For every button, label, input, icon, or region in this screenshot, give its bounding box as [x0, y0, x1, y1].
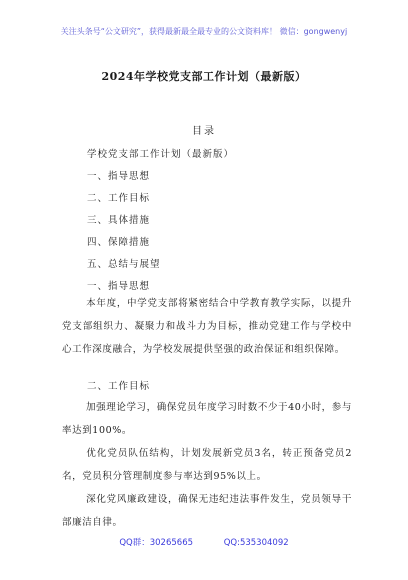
- paragraph: [62, 442, 352, 488]
- section-heading: 二、工作目标: [87, 381, 151, 392]
- paragraph: [62, 396, 352, 442]
- toc-item: 一、指导思想: [87, 171, 151, 182]
- toc-item: 三、具体措施: [87, 215, 151, 226]
- paragraph-text: 本年度，中学党支部将紧密结合中学教育教学实际，以提升党支部组织力、凝聚力和战斗力为目标，推动党建工作与学校中心工作深度融合，为学校发展提供坚强的政治保证和组织保障。: [62, 298, 352, 355]
- toc-heading: 目录: [192, 126, 216, 137]
- document-title: 2024年学校党支部工作计划（最新版）: [101, 70, 307, 83]
- paragraph-text: 加强理论学习，确保党员年度学习时数不少于40小时，参与率达到100%。: [62, 402, 352, 436]
- toc-item: 二、工作目标: [87, 193, 151, 204]
- paragraph-text: 优化党员队伍结构，计划发展新党员3名，转正预备党员2名，党员积分管理制度参与率达到95%以上。: [62, 448, 352, 482]
- paragraph: [62, 292, 352, 361]
- toc-item: 学校党支部工作计划（最新版）: [87, 149, 235, 160]
- toc-item: 四、保障措施: [87, 237, 151, 248]
- contact-footer: [0, 536, 408, 548]
- section-heading: 一、指导思想: [87, 281, 151, 292]
- toc-item: 五、总结与展望: [87, 259, 161, 270]
- qq-text: QQ:535304092: [223, 538, 289, 548]
- paragraph-text: 深化党风廉政建设，确保无违纪违法事件发生，党员领导干部廉洁自律。: [62, 494, 352, 528]
- paragraph: [62, 488, 352, 534]
- promo-banner: 关注头条号“公文研究”，获得最新最全最专业的公文资料库！ 微信：gongwenyj: [60, 27, 348, 36]
- qq-group-text: QQ群：30265665: [119, 538, 194, 548]
